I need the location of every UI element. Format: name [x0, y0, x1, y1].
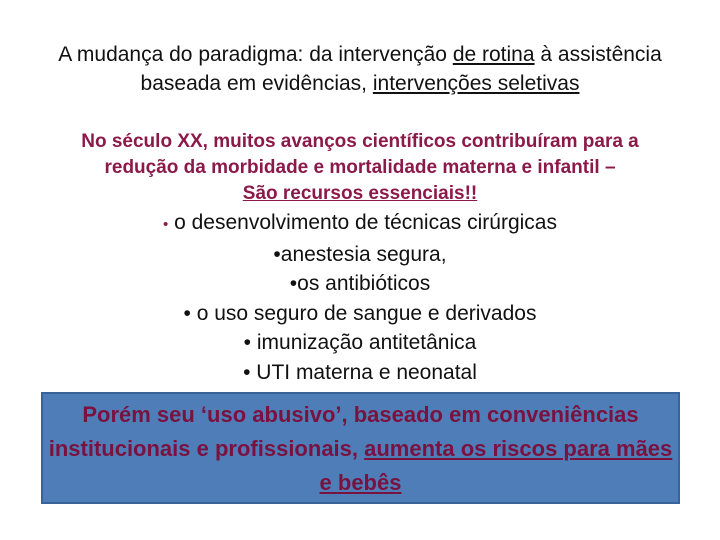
slide-title [20, 40, 700, 98]
list-item-text: o desenvolvimento de técnicas cirúrgicas [174, 211, 557, 234]
lead-line-2: redução da morbidade e mortalidade materna e infantil – [104, 157, 616, 178]
lead-line-3: São recursos essenciais!! [242, 183, 478, 204]
bullet-icon: • [163, 216, 169, 233]
list-item: • o uso seguro de sangue e derivados [183, 301, 537, 325]
list-item: •anestesia segura, [273, 242, 447, 266]
list-item: • UTI materna e neonatal [243, 360, 477, 384]
lead-line-1: No século XX, muitos avanços científicos contribuíram para a [81, 131, 639, 152]
box-text-underlined: aumenta os riscos para mães e bebês [319, 436, 673, 495]
list-item [20, 208, 700, 240]
advances-list [20, 208, 700, 387]
box-text-part-1: Porém seu ‘uso abusivo’, baseado em conveniências institucionais e profissionais, [48, 402, 639, 461]
title-underlined-selective: intervenções seletivas [372, 72, 580, 95]
lead-paragraph [20, 129, 700, 207]
list-item: • imunização antitetânica [243, 331, 477, 354]
title-underlined-routine: de rotina [452, 43, 535, 66]
title-part-3: à assistência baseada em evidências, [140, 43, 662, 95]
highlight-box-text [48, 398, 673, 500]
title-part-1: A mudança do paradigma: da intervenção [58, 43, 453, 66]
list-item: •os antibióticos [289, 272, 431, 295]
